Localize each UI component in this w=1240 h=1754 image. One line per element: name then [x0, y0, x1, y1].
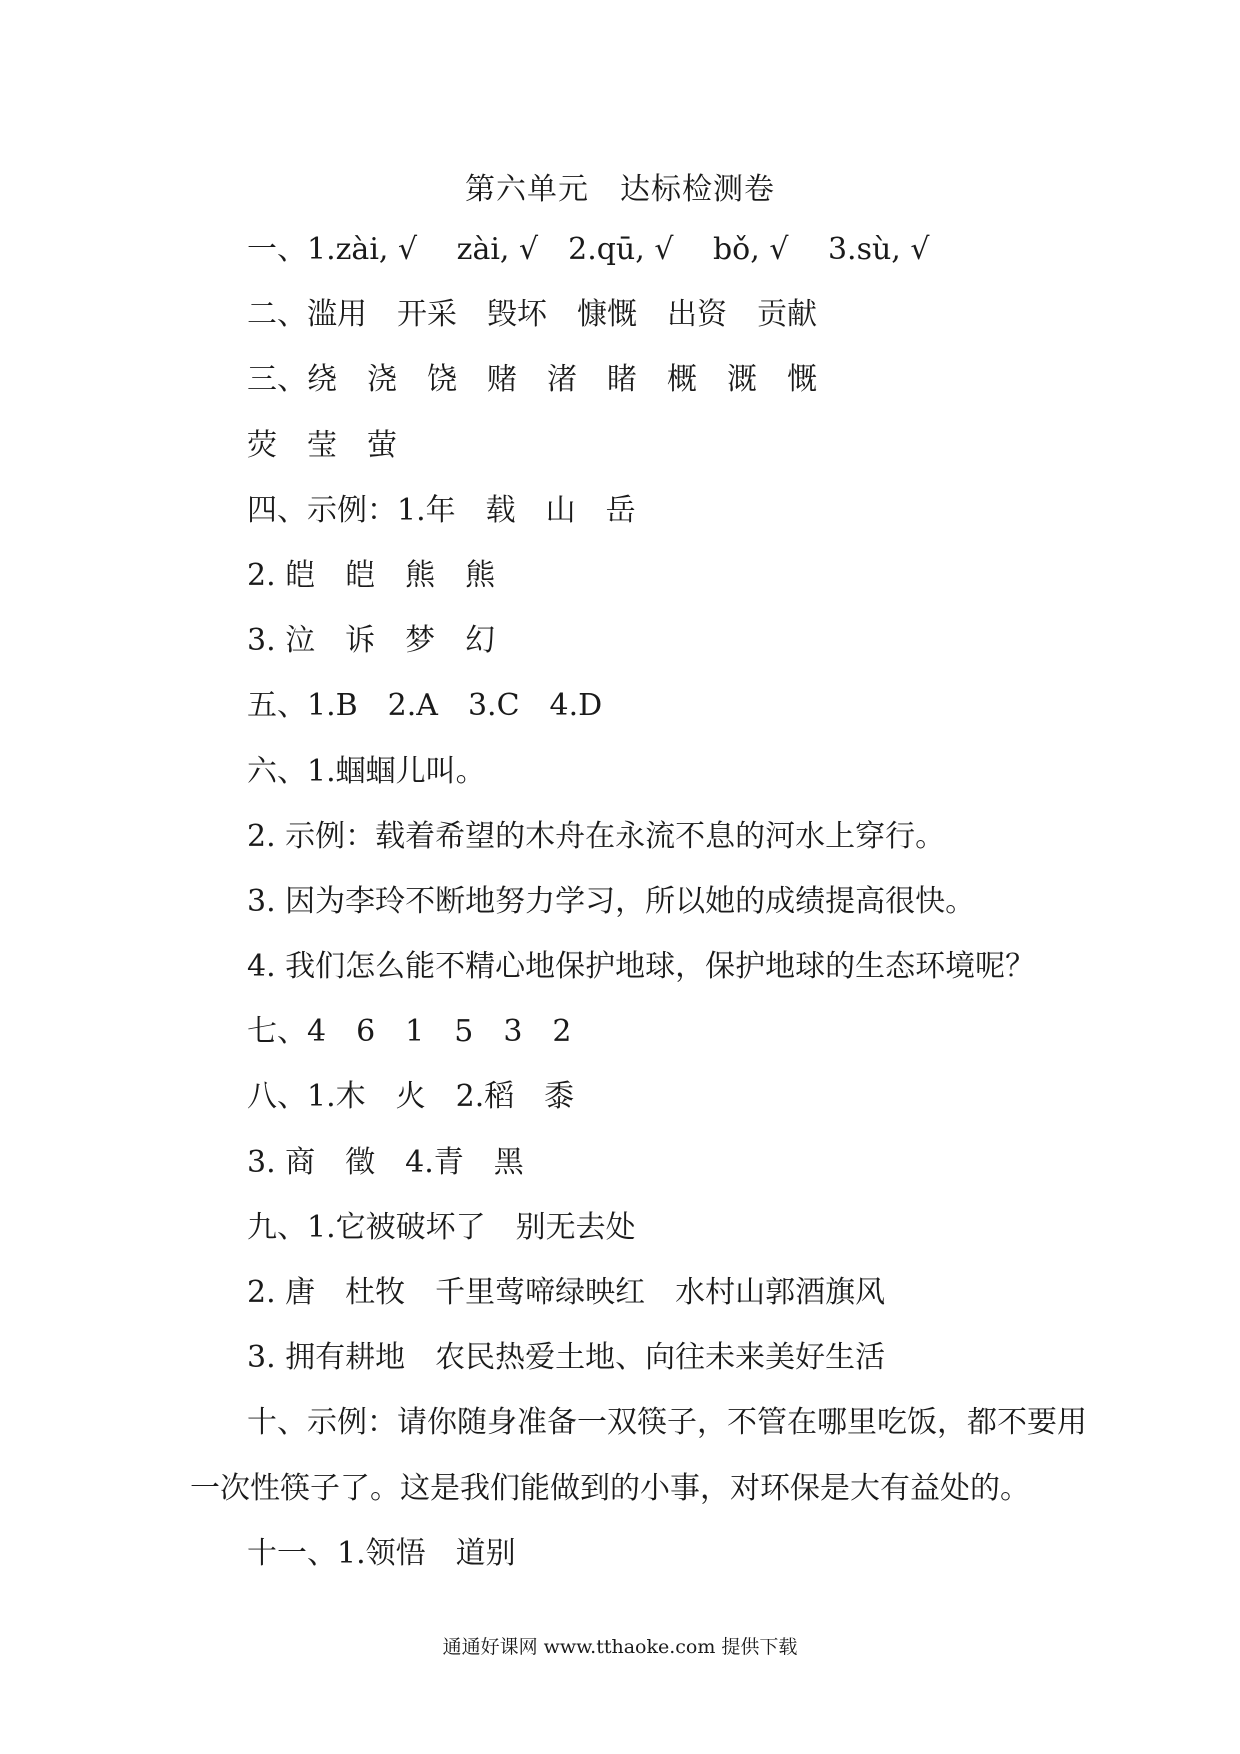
answer-line-6-2: 2. 示例：载着希望的木舟在永流不息的河水上穿行。: [247, 818, 946, 854]
answer-line-3: 三、绕 浇 饶 赌 渚 睹 概 溉 慨: [247, 362, 817, 398]
answer-line-8-3: 3. 商 徵 4.青 黑: [247, 1144, 524, 1180]
answer-line-6-3: 3. 因为李玲不断地努力学习，所以她的成绩提高很快。: [247, 883, 976, 919]
answer-line-10-continued: 一次性筷子了。这是我们能做到的小事，对环保是大有益处的。: [190, 1470, 1030, 1506]
answer-line-11: 十一、1.领悟 道别: [247, 1535, 516, 1571]
answer-line-1: 一、1.zài, √ zài, √ 2.qū, √ bǒ, √ 3.sù, √: [247, 232, 930, 267]
answer-line-4-3: 3. 泣 诉 梦 幻: [247, 623, 496, 659]
answer-line-3-continued: 荧 莹 萤: [247, 427, 397, 463]
answer-line-4-2: 2. 皑 皑 熊 熊: [247, 557, 496, 593]
answer-list: [0, 228, 1240, 1597]
answer-line-2: 二、滥用 开采 毁坏 慷慨 出资 贡献: [247, 297, 817, 333]
answer-line-9-3: 3. 拥有耕地 农民热爱土地、向往未来美好生活: [247, 1340, 886, 1376]
footer-source: 通通好课网 www.tthaoke.com 提供下载: [442, 1636, 798, 1658]
answer-line-9: 九、1.它被破坏了 别无去处: [247, 1209, 636, 1245]
page-title: 第六单元 达标检测卷: [465, 172, 775, 207]
answer-line-7: 七、4 6 1 5 3 2: [247, 1014, 572, 1050]
answer-line-4: 四、示例：1.年 载 山 岳: [247, 492, 636, 528]
answer-line-5: 五、1.B 2.A 3.C 4.D: [247, 688, 603, 724]
answer-line-6: 六、1.蝈蝈儿叫。: [247, 753, 486, 789]
answer-line-8: 八、1.木 火 2.稻 黍: [247, 1079, 575, 1115]
answer-line-6-4: 4. 我们怎么能不精心地保护地球，保护地球的生态环境呢？: [247, 949, 1036, 985]
answer-line-10: 十、示例：请你随身准备一双筷子，不管在哪里吃饭，都不要用: [247, 1405, 1087, 1441]
answer-line-9-2: 2. 唐 杜牧 千里莺啼绿映红 水村山郭酒旗风: [247, 1275, 886, 1310]
